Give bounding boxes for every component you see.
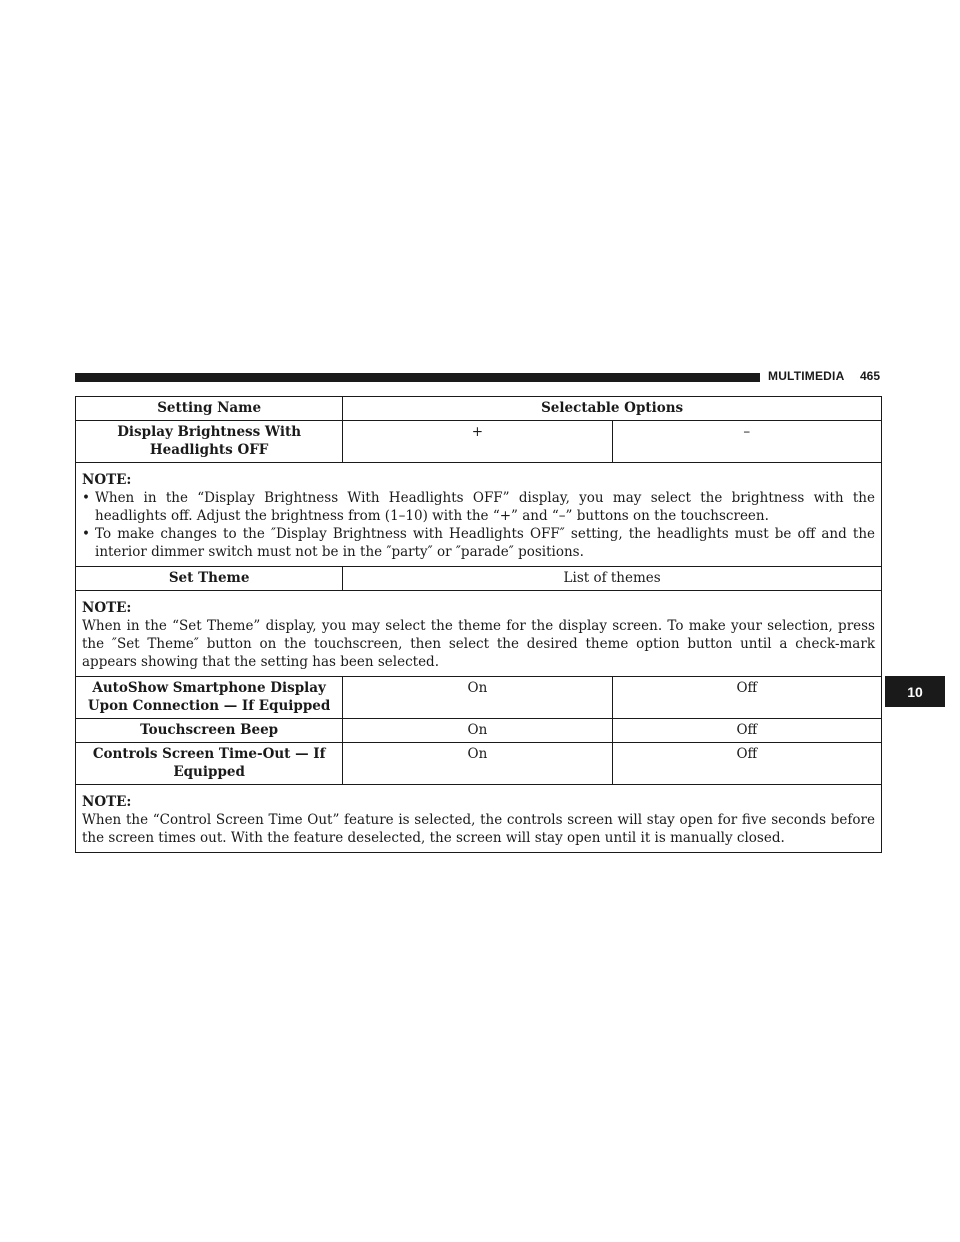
- table-row: [76, 677, 882, 719]
- option-off: Off: [612, 677, 881, 719]
- header-rule: [75, 373, 760, 382]
- option-on: On: [343, 677, 612, 719]
- section-title: MULTIMEDIA: [768, 369, 845, 383]
- note-bullets: [82, 489, 875, 561]
- setting-name-timeout: Controls Screen Time-Out — If Equipped: [76, 743, 343, 785]
- note-row: [76, 785, 882, 853]
- note-title: NOTE:: [82, 794, 132, 810]
- header-selectable-options: Selectable Options: [343, 397, 882, 421]
- note-text: When the “Control Screen Time Out” feature is selected, the controls screen will stay open for five seconds before the screen times out. With the feature deselected, the screen will stay open until it is manually closed.: [82, 812, 875, 846]
- option-on: On: [343, 719, 612, 743]
- option-plus: +: [343, 421, 612, 463]
- note-title: NOTE:: [82, 600, 132, 616]
- setting-name-beep: Touchscreen Beep: [76, 719, 343, 743]
- note-title: NOTE:: [82, 472, 132, 488]
- note-row: [76, 591, 882, 677]
- brightness-note: [76, 463, 882, 567]
- note-row: [76, 463, 882, 567]
- table-row: [76, 719, 882, 743]
- option-off: Off: [612, 719, 881, 743]
- timeout-note: [76, 785, 882, 853]
- header-setting-name: Setting Name: [76, 397, 343, 421]
- option-minus: –: [612, 421, 881, 463]
- table-row: [76, 567, 882, 591]
- table-row: [76, 743, 882, 785]
- page-number: 465: [860, 369, 881, 383]
- option-list-of-themes: List of themes: [343, 567, 882, 591]
- note-bullet: • To make changes to the ″Display Brightness with Headlights OFF″ setting, the headlights must be off and the interior dimmer switch must not be in the ″party″ or ″parade″ positions.: [82, 525, 875, 561]
- option-off: Off: [612, 743, 881, 785]
- setting-name-brightness: Display Brightness With Headlights OFF: [76, 421, 343, 463]
- table-header-row: [76, 397, 882, 421]
- option-on: On: [343, 743, 612, 785]
- setting-name-theme: Set Theme: [76, 567, 343, 591]
- chapter-tab: 10: [885, 676, 945, 707]
- table-row: [76, 421, 882, 463]
- setting-name-autoshow: AutoShow Smartphone Display Upon Connection — If Equipped: [76, 677, 343, 719]
- note-bullet: • When in the “Display Brightness With Headlights OFF” display, you may select the brightness with the headlights off. Adjust the brightness from (1–10) with the “+” and “–” buttons on the touchscreen.: [82, 489, 875, 525]
- note-text: When in the “Set Theme” display, you may select the theme for the display screen. To make your selection, press the ″Set Theme″ button on the touchscreen, then select the desired theme option button until a check-mark appears showing that the setting has been selected.: [82, 618, 875, 670]
- theme-note: [76, 591, 882, 677]
- settings-table: [75, 396, 882, 853]
